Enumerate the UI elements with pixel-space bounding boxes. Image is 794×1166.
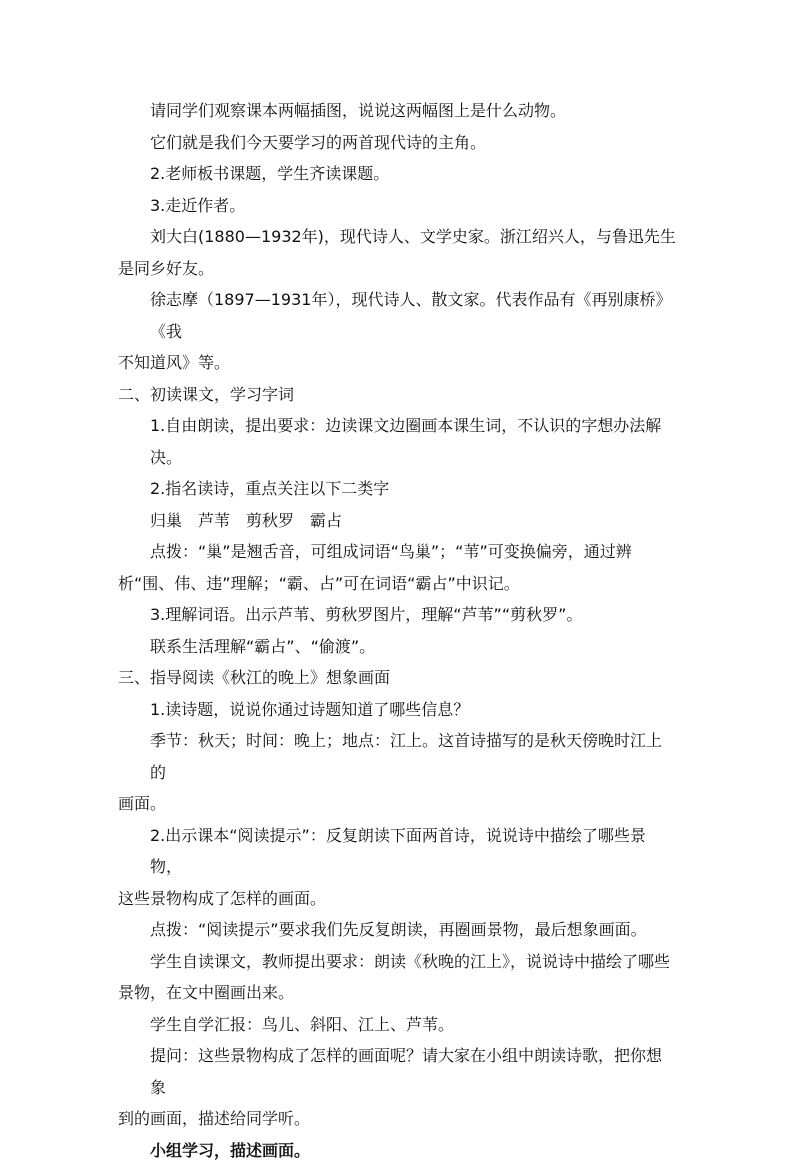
text-line: 点拨：“阅读提示”要求我们先反复朗读，再圈画景物，最后想象画面。 [118, 914, 676, 946]
text-line: 归巢 芦苇 剪秋罗 霸占 [118, 505, 676, 537]
text-line: 景物，在文中圈画出来。 [118, 977, 676, 1009]
text-line: 学生自读课文，教师提出要求：朗读《秋晚的江上》，说说诗中描绘了哪些 [118, 946, 676, 978]
text-line: 2.出示课本“阅读提示”：反复朗读下面两首诗，说说诗中描绘了哪些景物， [118, 820, 676, 883]
text-line: 小组学习，描述画面。 [118, 1135, 676, 1166]
text-line: 联系生活理解“霸占”、“偷渡”。 [118, 631, 676, 663]
text-line: 是同乡好友。 [118, 253, 676, 285]
text-line: 请同学们观察课本两幅插图，说说这两幅图上是什么动物。 [118, 95, 676, 127]
text-line: 3.走近作者。 [118, 190, 676, 222]
text-line: 画面。 [118, 788, 676, 820]
text-line: 刘大白(1880—1932年)，现代诗人、文学史家。浙江绍兴人，与鲁迅先生 [118, 221, 676, 253]
text-line: 1.读诗题，说说你通过诗题知道了哪些信息？ [118, 694, 676, 726]
document-body [118, 95, 676, 1166]
text-line: 提问：这些景物构成了怎样的画面呢？请大家在小组中朗读诗歌，把你想象 [118, 1040, 676, 1103]
text-line: 二、初读课文，学习字词 [118, 379, 676, 411]
text-line: 三、指导阅读《秋江的晚上》想象画面 [118, 662, 676, 694]
text-line: 徐志摩（1897—1931年），现代诗人、散文家。代表作品有《再别康桥》《我 [118, 284, 676, 347]
text-line: 点拨：“巢”是翘舌音，可组成词语“鸟巢”；“苇”可变换偏旁，通过辨 [118, 536, 676, 568]
text-line: 2.老师板书课题，学生齐读课题。 [118, 158, 676, 190]
text-line: 不知道风》等。 [118, 347, 676, 379]
text-line: 析“围、伟、违”理解；“霸、占”可在词语“霸占”中识记。 [118, 568, 676, 600]
text-line: 学生自学汇报：鸟儿、斜阳、江上、芦苇。 [118, 1009, 676, 1041]
text-line: 它们就是我们今天要学习的两首现代诗的主角。 [118, 127, 676, 159]
text-line: 这些景物构成了怎样的画面。 [118, 883, 676, 915]
text-line: 1.自由朗读，提出要求：边读课文边圈画本课生词，不认识的字想办法解决。 [118, 410, 676, 473]
text-line: 到的画面，描述给同学听。 [118, 1103, 676, 1135]
text-line: 3.理解词语。出示芦苇、剪秋罗图片，理解“芦苇”“剪秋罗”。 [118, 599, 676, 631]
text-line: 2.指名读诗，重点关注以下二类字 [118, 473, 676, 505]
text-line: 季节：秋天；时间：晚上；地点：江上。这首诗描写的是秋天傍晚时江上的 [118, 725, 676, 788]
